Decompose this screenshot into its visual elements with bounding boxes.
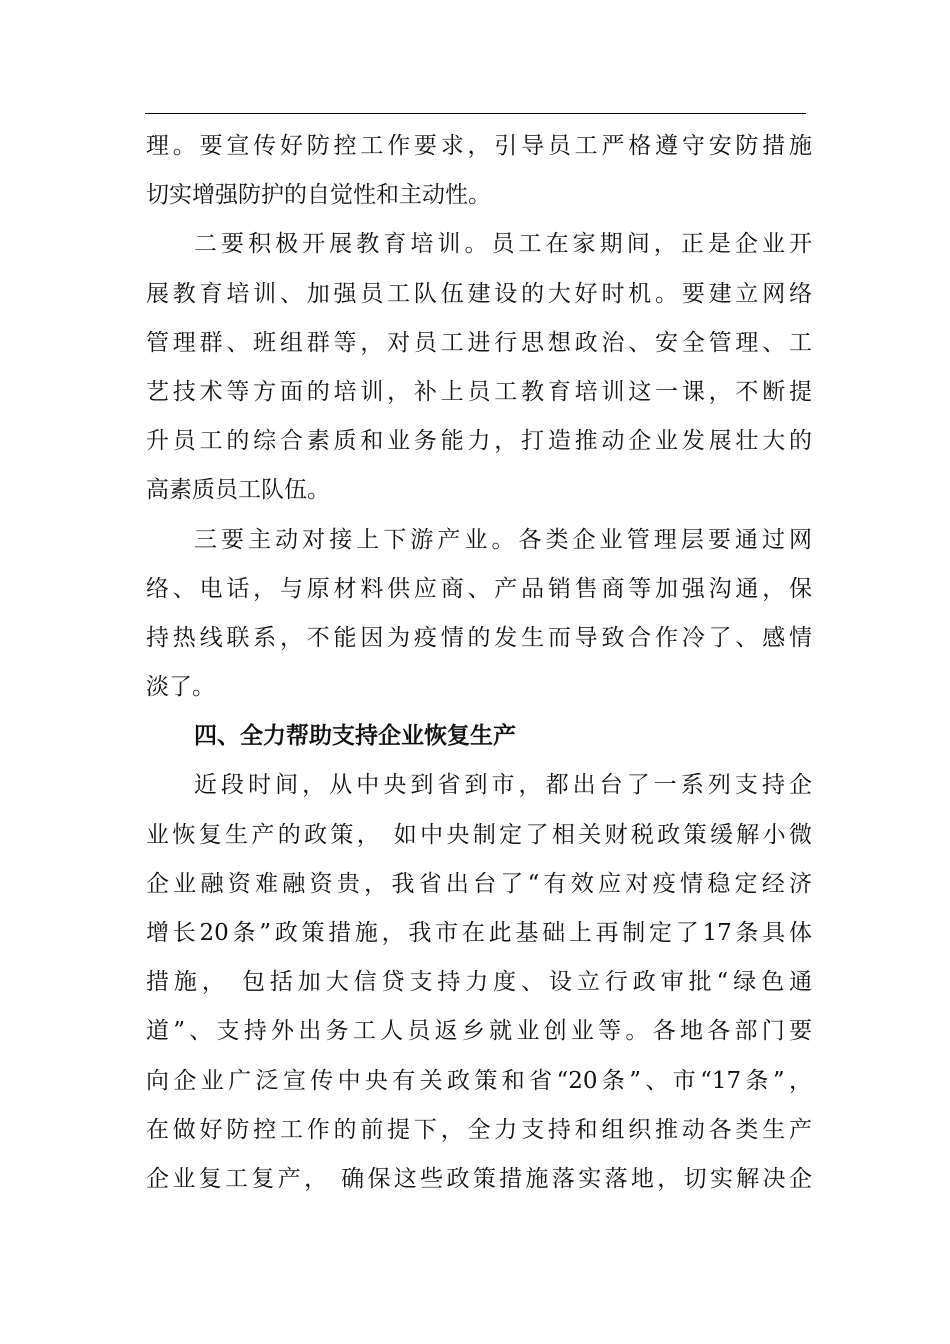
paragraph-line: 持热线联系，不能因为疫情的发生而导致合作冷了、感情	[146, 624, 812, 651]
paragraph-line: 向企业广泛宣传中央有关政策和省“20条”、市“17条”，	[146, 1067, 812, 1094]
section-heading: 四、全力帮助支持企业恢复生产	[194, 723, 516, 750]
paragraph-line: 道”、支持外出务工人员返乡就业创业等。各地各部门要	[146, 1018, 812, 1045]
paragraph-line: 管理群、班组群等，对员工进行思想政治、安全管理、工	[146, 329, 812, 356]
paragraph-line: 三要主动对接上下游产业。各类企业管理层要通过网	[194, 526, 812, 553]
header-rule	[145, 113, 806, 114]
paragraph-line: 淡了。	[146, 674, 215, 701]
paragraph-line: 措施， 包括加大信贷支持力度、设立行政审批“绿色通	[146, 969, 812, 996]
paragraph-line: 在做好防控工作的前提下，全力支持和组织推动各类生产	[146, 1116, 812, 1143]
body-text	[146, 122, 812, 1204]
paragraph-line: 升员工的综合素质和业务能力，打造推动企业发展壮大的	[146, 428, 812, 455]
paragraph-line: 展教育培训、加强员工队伍建设的大好时机。要建立网络	[146, 280, 812, 307]
paragraph-line: 企业复工复产， 确保这些政策措施落实落地，切实解决企	[146, 1165, 812, 1192]
paragraph-line: 切实增强防护的自觉性和主动性。	[146, 182, 491, 209]
paragraph-line: 艺技术等方面的培训，补上员工教育培训这一课，不断提	[146, 378, 812, 405]
paragraph-line: 企业融资难融资贵，我省出台了“有效应对疫情稳定经济	[146, 870, 812, 897]
paragraph-line: 络、电话，与原材料供应商、产品销售商等加强沟通，保	[146, 575, 812, 602]
paragraph-line: 二要积极开展教育培训。员工在家期间，正是企业开	[194, 231, 812, 258]
paragraph-line: 业恢复生产的政策， 如中央制定了相关财税政策缓解小微	[146, 821, 812, 848]
paragraph-line: 增长20条”政策措施，我市在此基础上再制定了17条具体	[146, 920, 812, 946]
paragraph-line: 近段时间，从中央到省到市，都出台了一系列支持企	[194, 772, 812, 799]
paragraph-line: 高素质员工队伍。	[146, 477, 330, 504]
paragraph-line: 理。要宣传好防控工作要求，引导员工严格遵守安防措施	[146, 133, 812, 159]
